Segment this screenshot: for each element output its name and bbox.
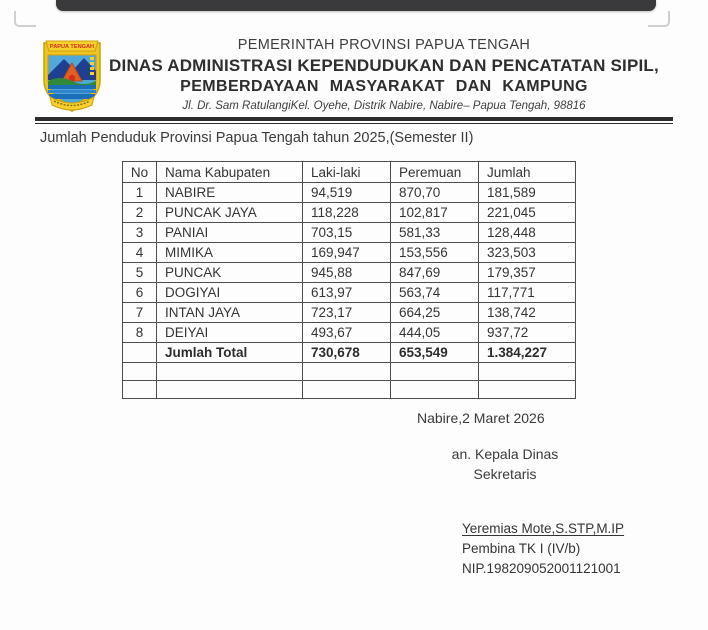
cell-jumlah: 323,503 — [479, 243, 576, 263]
cell-no: 5 — [123, 263, 157, 283]
table-empty-row — [123, 363, 576, 381]
table-row — [123, 243, 576, 263]
table-row — [123, 263, 576, 283]
cell-no-empty — [123, 343, 157, 363]
cell-jumlah: 138,742 — [479, 303, 576, 323]
cell-peremuan: 870,70 — [391, 183, 479, 203]
date-line: Nabire,2 Maret 2026 — [417, 410, 545, 426]
signatory-nip: NIP.198209052001121001 — [462, 561, 621, 576]
table-header-row — [123, 162, 576, 183]
cell-laki-laki: 703,15 — [303, 223, 391, 243]
cell-no: 6 — [123, 283, 157, 303]
cell-peremuan: 581,33 — [391, 223, 479, 243]
cell-laki-laki: 94,519 — [303, 183, 391, 203]
table-empty-row — [123, 381, 576, 399]
cell-peremuan: 444,05 — [391, 323, 479, 343]
cell-kabupaten: INTAN JAYA — [157, 303, 303, 323]
cell-jumlah: 181,589 — [479, 183, 576, 203]
cell-kabupaten: PUNCAK — [157, 263, 303, 283]
cell-kabupaten: PANIAI — [157, 223, 303, 243]
cell-laki-laki: 723,17 — [303, 303, 391, 323]
cell-laki-laki: 169,947 — [303, 243, 391, 263]
table-row — [123, 183, 576, 203]
cell-no: 1 — [123, 183, 157, 203]
table-row — [123, 203, 576, 223]
document-title: Jumlah Penduduk Provinsi Papua Tengah tahun 2025,(Semester II) — [40, 130, 474, 146]
signature-block — [462, 519, 624, 579]
cell-no: 2 — [123, 203, 157, 223]
col-header-laki-laki: Laki-laki — [303, 162, 391, 183]
cell-peremuan: 664,25 — [391, 303, 479, 323]
cell-kabupaten: PUNCAK JAYA — [157, 203, 303, 223]
table-total-row — [123, 343, 576, 363]
signature-intro — [425, 444, 585, 484]
letterhead-divider — [35, 117, 673, 124]
letterhead-text — [95, 37, 673, 112]
cell-kabupaten: NABIRE — [157, 183, 303, 203]
col-header-peremuan: Peremuan — [391, 162, 479, 183]
page-corner-mark-right — [648, 11, 670, 27]
cell-jumlah: 117,771 — [479, 283, 576, 303]
cell-peremuan: 102,817 — [391, 203, 479, 223]
total-peremuan: 653,549 — [391, 343, 479, 363]
page-corner-mark-left — [14, 11, 36, 27]
col-header-nama-kabupaten: Nama Kabupaten — [157, 162, 303, 183]
table-row — [123, 283, 576, 303]
cell-laki-laki: 945,88 — [303, 263, 391, 283]
cell-jumlah: 128,448 — [479, 223, 576, 243]
cell-no: 3 — [123, 223, 157, 243]
logo-banner-text: PAPUA TENGAH — [49, 44, 95, 50]
total-label: Jumlah Total — [157, 343, 303, 363]
table-row — [123, 323, 576, 343]
col-header-no: No — [123, 162, 157, 183]
total-laki-laki: 730,678 — [303, 343, 391, 363]
signature-on-behalf: an. Kepala Dinas — [451, 446, 559, 462]
table-row — [123, 303, 576, 323]
cell-peremuan: 563,74 — [391, 283, 479, 303]
cell-jumlah: 937,72 — [479, 323, 576, 343]
agency-name-line2: PEMBERDAYAAN MASYARAKAT DAN KAMPUNG — [180, 78, 588, 95]
cell-kabupaten: MIMIKA — [157, 243, 303, 263]
cell-laki-laki: 118,228 — [303, 203, 391, 223]
col-header-jumlah: Jumlah — [479, 162, 576, 183]
government-name: PEMERINTAH PROVINSI PAPUA TENGAH — [237, 37, 531, 53]
letterhead — [35, 32, 673, 112]
cell-kabupaten: DEIYAI — [157, 323, 303, 343]
signature-position: Sekretaris — [473, 466, 537, 482]
cell-laki-laki: 613,97 — [303, 283, 391, 303]
top-ui-bar — [56, 0, 656, 11]
signatory-rank: Pembina TK I (IV/b) — [462, 541, 581, 556]
cell-jumlah: 179,357 — [479, 263, 576, 283]
cell-jumlah: 221,045 — [479, 203, 576, 223]
signatory-name: Yeremias Mote,S.STP,M.IP — [462, 521, 625, 536]
table-row — [123, 223, 576, 243]
agency-name-line1: DINAS ADMINISTRASI KEPENDUDUKAN DAN PENCATATAN SIPIL, — [109, 56, 659, 75]
cell-laki-laki: 493,67 — [303, 323, 391, 343]
cell-no: 4 — [123, 243, 157, 263]
cell-no: 8 — [123, 323, 157, 343]
cell-kabupaten: DOGIYAI — [157, 283, 303, 303]
cell-no: 7 — [123, 303, 157, 323]
cell-peremuan: 153,556 — [391, 243, 479, 263]
agency-address: Jl. Dr. Sam RatulangiKel. Oyehe, Distrik Nabire, Nabire– Papua Tengah, 98816 — [182, 100, 586, 112]
papua-tengah-crest-logo — [40, 37, 104, 115]
total-jumlah: 1.384,227 — [479, 343, 576, 363]
cell-peremuan: 847,69 — [391, 263, 479, 283]
population-table — [122, 161, 576, 399]
